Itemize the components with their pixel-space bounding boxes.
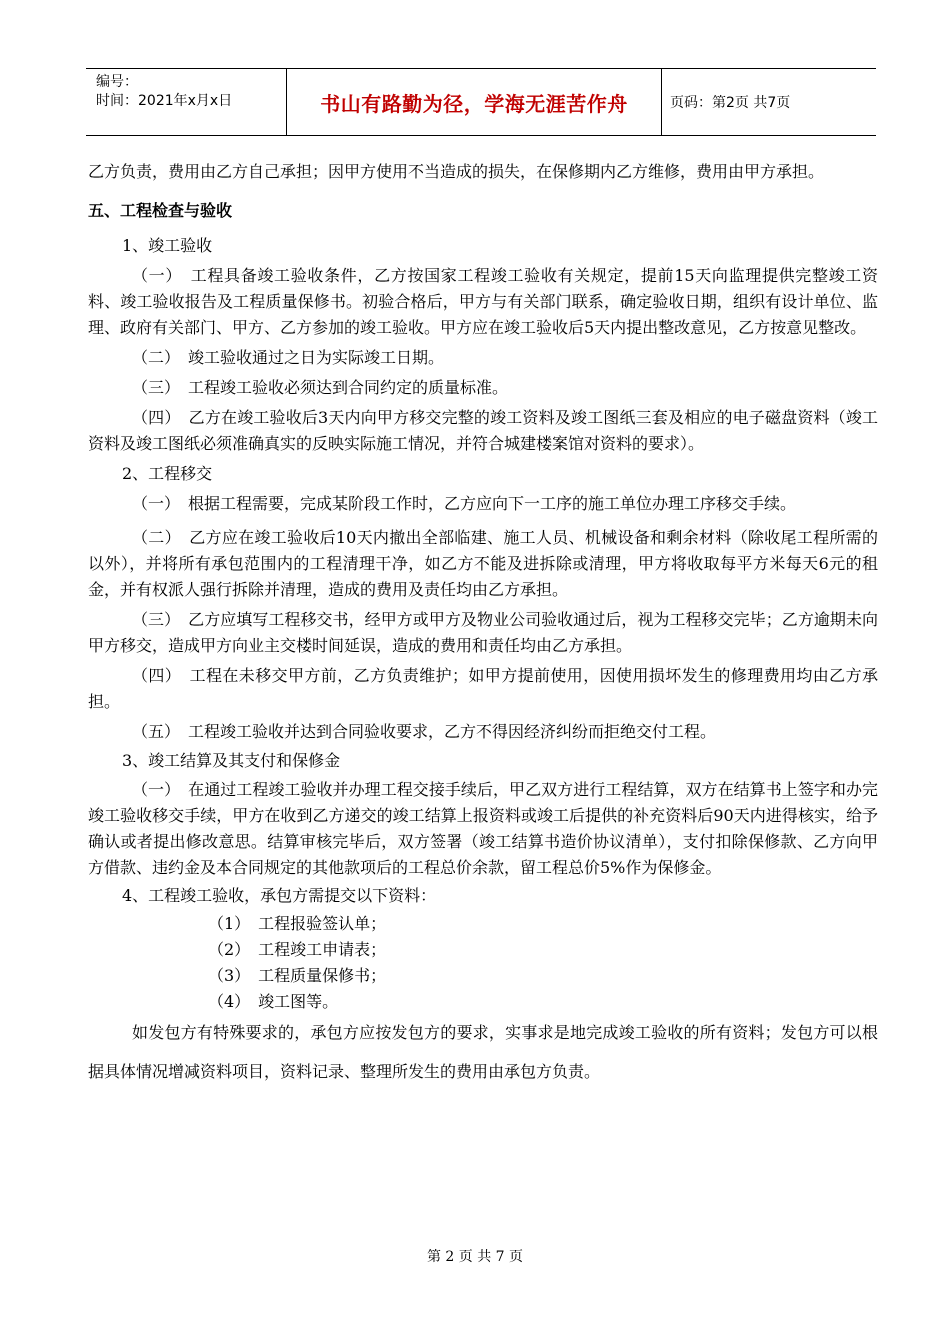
list-item: （1） 工程报验签认单； <box>208 914 387 933</box>
subsection-heading: 4、工程竣工验收，承包方需提交以下资料： <box>122 886 437 905</box>
paragraph: （五） 工程竣工验收并达到合同验收要求，乙方不得因经济纠纷而拒绝交付工程。 <box>132 722 717 741</box>
header-page-number: 页码：第2页 共7页 <box>670 95 791 111</box>
list-item: （2） 工程竣工申请表； <box>208 940 387 959</box>
header-meta <box>86 69 286 135</box>
paragraph: 乙方负责，费用由乙方自己承担；因甲方使用不当造成的损失，在保修期内乙方维修，费用由甲方承担。 <box>88 162 825 181</box>
list-item: （3） 工程质量保修书； <box>208 966 387 985</box>
header-motto: 书山有路勤为径，学海无涯苦作舟 <box>286 69 662 135</box>
document-body <box>88 152 878 1091</box>
document-number: 编号： <box>96 74 138 90</box>
paragraph: （二） 竣工验收通过之日为实际竣工日期。 <box>132 348 445 367</box>
section-heading: 五、工程检查与验收 <box>88 201 233 220</box>
paragraph: （四） 工程在未移交甲方前，乙方负责维护；如甲方提前使用，因使用损坏发生的修理费用均由乙方承担。 <box>88 666 878 711</box>
paragraph: （三） 乙方应填写工程移交书，经甲方或甲方及物业公司验收通过后，视为工程移交完毕；乙方逾期未向甲方移交，造成甲方向业主交楼时间延误，造成的费用和责任均由乙方承担。 <box>88 610 878 655</box>
page-footer: 第 2 页 共 7 页 <box>426 1249 524 1265</box>
paragraph: （一） 在通过工程竣工验收并办理工程交接手续后，甲乙双方进行工程结算，双方在结算书上签字和办完竣工验收移交手续，甲方在收到乙方递交的竣工结算上报资料或竣工后提供的补充资料后90天内进得核实，给予确认或者提出修改意思。结算审核完毕后，双方签署（竣工结算书造价协议清单），支付扣除保修款、乙方向甲方借款、违约金及本合同规定的其他款项后的工程总价余款，留工程总价5%作为保修金。 <box>88 780 878 877</box>
paragraph: （一） 工程具备竣工验收条件，乙方按国家工程竣工验收有关规定，提前15天向监理提供完整竣工资料、竣工验收报告及工程质量保修书。初验合格后，甲方与有关部门联系，确定验收日期，组织有设计单位、监理、政府有关部门、甲方、乙方参加的竣工验收。甲方应在竣工验收后5天内提出整改意见，乙方按意见整改。 <box>88 266 878 337</box>
document-date: 时间：2021年x月x日 <box>96 93 233 109</box>
subsection-heading: 1、竣工验收 <box>122 236 213 255</box>
subsection-heading: 2、工程移交 <box>122 464 213 483</box>
paragraph: （二） 乙方应在竣工验收后10天内撤出全部临建、施工人员、机械设备和剩余材料（除收尾工程所需的以外），并将所有承包范围内的工程清理干净，如乙方不能及进拆除或清理，甲方将收取每平方米每天6元的租金，并有权派人强行拆除并清理，造成的费用及责任均由乙方承担。 <box>88 528 878 599</box>
subsection-heading: 3、竣工结算及其支付和保修金 <box>122 751 341 770</box>
document-header <box>86 68 876 136</box>
paragraph: （一） 根据工程需要，完成某阶段工作时，乙方应向下一工序的施工单位办理工序移交手续。 <box>132 494 797 513</box>
list-item: （4） 竣工图等。 <box>208 992 339 1011</box>
paragraph: 如发包方有特殊要求的，承包方应按发包方的要求，实事求是地完成竣工验收的所有资料；发包方可以根据具体情况增减资料项目，资料记录、整理所发生的费用由承包方负责。 <box>88 1023 878 1081</box>
paragraph: （四） 乙方在竣工验收后3天内向甲方移交完整的竣工资料及竣工图纸三套及相应的电子磁盘资料（竣工资料及竣工图纸必须准确真实的反映实际施工情况，并符合城建楼案馆对资料的要求）。 <box>88 408 878 453</box>
paragraph: （三） 工程竣工验收必须达到合同约定的质量标准。 <box>132 378 509 397</box>
